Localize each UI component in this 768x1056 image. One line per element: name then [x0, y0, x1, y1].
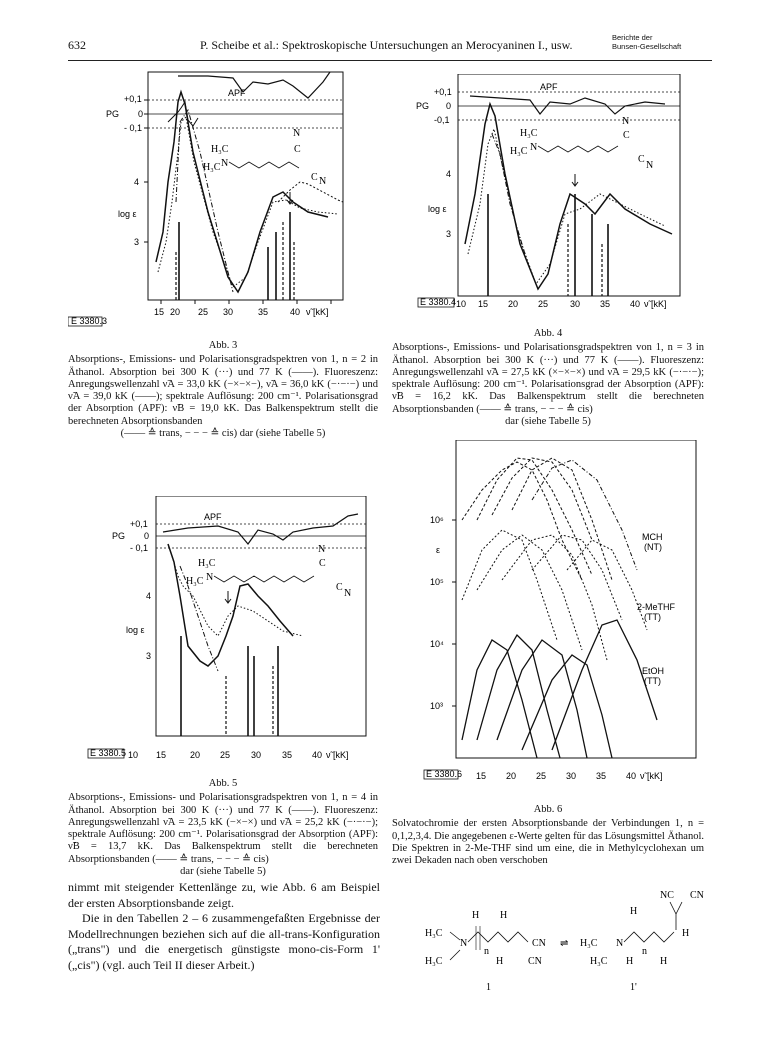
svg-text:3: 3 [446, 229, 452, 239]
svg-text:C: C [311, 172, 318, 183]
svg-text:3: 3 [146, 651, 152, 661]
svg-text:CN: CN [528, 956, 542, 967]
svg-text:H: H [500, 910, 508, 921]
svg-text:40: 40 [312, 750, 323, 760]
svg-text:20: 20 [506, 771, 517, 781]
fig5-structure [186, 544, 351, 599]
svg-text:15: 15 [154, 307, 165, 317]
svg-text:C: C [336, 582, 343, 593]
compound-1prime-label: 1' [630, 982, 637, 993]
svg-text:PG: PG [106, 109, 120, 119]
svg-text:H: H [496, 956, 504, 967]
svg-text:30: 30 [251, 750, 262, 760]
svg-text:CN: CN [532, 938, 546, 949]
fig4-caption: Abb. 4 Absorptions-, Emissions- und Polarisationsgradspektren von 1, n = 3 in Äthanol. Absorption bei 300 K (···) und 77 K (——). Fluoreszenz: Anregungswellenzahl ν̃A = 27,5 kK (×−×−×) und ν̃A = 29,5 kK (−·−·−); spektrale Auflösung: 200 cm⁻¹. Polarisationsgrad der Absorption (APF): ν̃B = 16,2 kK. Das Balkenspektrum stellt die berechneten Absorptionsbanden (—— ≙ trans, − − − ≙ cis) dar (siehe Tabelle 5) [392, 328, 704, 428]
svg-text:H: H [630, 906, 638, 917]
svg-text:4: 4 [134, 177, 140, 187]
svg-text:H₃C: H₃C [520, 128, 538, 139]
svg-text:N: N [319, 176, 327, 187]
svg-text:-0,1: -0,1 [434, 115, 450, 125]
svg-text:30: 30 [570, 299, 581, 309]
page-number: 632 [68, 38, 86, 52]
fig3-structure [203, 128, 326, 187]
svg-text:30: 30 [223, 307, 234, 317]
svg-text:10³: 10³ [430, 701, 444, 711]
svg-text:N: N [344, 588, 352, 599]
figure-6 [422, 440, 704, 790]
svg-text:25: 25 [198, 307, 209, 317]
svg-text:N: N [622, 116, 630, 127]
fig3-label: Abb. 3 [208, 340, 238, 351]
svg-text:15: 15 [156, 750, 167, 760]
svg-text:H₃C: H₃C [211, 144, 229, 155]
svg-text:20: 20 [170, 307, 181, 317]
svg-text:4: 4 [446, 169, 452, 179]
svg-text:H₃C: H₃C [198, 558, 216, 569]
svg-text:H: H [682, 928, 690, 939]
svg-text:log ε: log ε [428, 204, 447, 214]
figure-3 [68, 62, 368, 332]
svg-text:N: N [616, 938, 624, 949]
svg-text:25: 25 [538, 299, 549, 309]
svg-text:0: 0 [144, 531, 150, 541]
svg-text:+0,1: +0,1 [434, 87, 452, 97]
svg-text:n: n [642, 946, 647, 957]
svg-text:40: 40 [290, 307, 301, 317]
molecule-structures [420, 880, 720, 1000]
svg-text:N: N [221, 158, 229, 169]
svg-text:CN: CN [690, 890, 704, 901]
svg-text:H₃C: H₃C [186, 576, 204, 587]
svg-text:PG: PG [112, 531, 126, 541]
svg-text:H₃C: H₃C [580, 938, 598, 949]
fig6-label: Abb. 6 [533, 804, 563, 815]
fig6-caption: Abb. 6 Solvatochromie der ersten Absorptionsbande der Verbindungen 1, n = 0,1,2,3,4. Die angegebenen ε-Werte gelten für das Lösungsmittel Äthanol. Die Spektren in 2-Me-THF sind um eine, die in Methylcyclohexan um zwei Dekaden nach oben verschoben [392, 804, 704, 867]
svg-text:C: C [638, 154, 645, 165]
running-title: P. Scheibe et al.: Spektroskopische Untersuchungen an Merocyaninen I., usw. [200, 38, 573, 52]
svg-text:⇌: ⇌ [560, 938, 569, 949]
figure-4 [410, 74, 710, 319]
body-text [68, 880, 380, 974]
svg-text:C: C [319, 558, 326, 569]
fig3-ylabel: log ε [118, 209, 137, 219]
fig3-code: E 3380.3 [71, 316, 108, 326]
svg-text:H: H [626, 956, 634, 967]
svg-text:2-MeTHF: 2-MeTHF [637, 602, 675, 612]
svg-text:0: 0 [138, 109, 144, 119]
fig4-label: Abb. 4 [533, 328, 563, 339]
svg-text:+0,1: +0,1 [130, 519, 148, 529]
svg-text:+0,1: +0,1 [124, 94, 142, 104]
svg-text:N: N [646, 160, 654, 171]
svg-text:35: 35 [596, 771, 607, 781]
svg-text:H₃C: H₃C [590, 956, 608, 967]
svg-text:H₃C: H₃C [425, 928, 443, 939]
svg-text:(TT): (TT) [644, 676, 661, 686]
svg-text:E 3380.6: E 3380.6 [426, 769, 463, 779]
svg-text:20: 20 [508, 299, 519, 309]
figure-5 [68, 496, 378, 766]
fig5-caption: Abb. 5 Absorptions-, Emissions- und Polarisationsgradspektren von 1, n = 4 in Äthanol. Absorption bei 300 K (···) und 77 K (——). Fluoreszenz: Anregungswellenzahl ν̃A = 23,5 kK (−×−×) und ν̃A = 25,2 kK (−·−·−); spektrale Auflösung: 200 cm⁻¹. Polarisationsgrad der Absorption (APF): ν̃B = 13,7 kK. Das Balkenspektrum stellt die berechneten Absorptionsbanden (—— ≙ trans, − − − ≙ cis) dar (siehe Tabelle 5) [68, 778, 378, 878]
svg-text:H: H [472, 910, 480, 921]
svg-text:30: 30 [566, 771, 577, 781]
svg-text:MCH: MCH [642, 532, 663, 542]
svg-text:10: 10 [456, 299, 467, 309]
body-paragraph-1: nimmt mit steigender Kettenlänge zu, wie Abb. 6 am Beispiel der ersten Absorptionsbande zeigt. [68, 880, 380, 910]
svg-text:10: 10 [128, 750, 139, 760]
svg-text:EtOH: EtOH [642, 666, 665, 676]
svg-text:35: 35 [600, 299, 611, 309]
svg-text:H: H [660, 956, 668, 967]
svg-text:25: 25 [220, 750, 231, 760]
svg-text:- 0,1: - 0,1 [130, 543, 149, 553]
svg-text:N: N [318, 544, 326, 555]
svg-text:E 3380.4: E 3380.4 [420, 297, 457, 307]
svg-text:APF: APF [540, 82, 558, 92]
svg-text:ν̃ [kK]: ν̃ [kK] [644, 299, 667, 309]
svg-text:10⁴: 10⁴ [430, 639, 444, 649]
svg-text:N: N [530, 142, 538, 153]
svg-text:10⁵: 10⁵ [430, 577, 444, 587]
svg-text:APF: APF [204, 512, 222, 522]
fig4-structure [510, 116, 653, 171]
journal-name: Berichte der Bunsen-Gesellschaft [612, 33, 682, 51]
body-paragraph-2: Die in den Tabellen 2 – 6 zusammengefaßten Ergebnisse der Modellrechnungen beziehen sich auf die all-trans-Konfiguration („trans") und die energetisch günstigste mono-cis-Form 1' („cis") (vgl. auch Teil II dieser Arbeit.) [68, 911, 380, 972]
svg-text:3: 3 [134, 237, 140, 247]
svg-text:4: 4 [146, 591, 152, 601]
svg-text:H₃C: H₃C [203, 162, 221, 173]
fig3-caption: Abb. 3 Absorptions-, Emissions- und Polarisationsgradspektren von 1, n = 2 in Äthanol. Absorption bei 300 K (···) und 77 K (——). Fluoreszenz: Anregungswellenzahl ν̃A = 33,0 kK (−×−×−), ν̃A = 36,0 kK (−·−·−) und ν̃A = 39,0 kK (——); spektrale Auflösung: 200 cm⁻¹. Polarisationsgrad der Absorption (APF): ν̃B = 19,0 kK. Das Balkenspektrum stellt die berechneten Absorptionsbanden (—— ≙ trans, − − − ≙ cis) dar (siehe Tabelle 5) [68, 340, 378, 440]
svg-text:15: 15 [476, 771, 487, 781]
svg-text:N: N [460, 938, 468, 949]
compound-1-label: 1 [486, 982, 491, 993]
svg-text:10⁶: 10⁶ [430, 515, 444, 525]
svg-text:ν̃ [kK]: ν̃ [kK] [326, 750, 349, 760]
svg-text:H₃C: H₃C [510, 146, 528, 157]
svg-text:(NT): (NT) [644, 542, 662, 552]
svg-text:(TT): (TT) [644, 612, 661, 622]
fig3-apf-label: APF [228, 88, 246, 98]
svg-text:ν̃ [kK]: ν̃ [kK] [306, 307, 329, 317]
svg-text:N: N [206, 572, 214, 583]
svg-text:20: 20 [190, 750, 201, 760]
fig5-label: Abb. 5 [208, 778, 238, 789]
svg-text:35: 35 [258, 307, 269, 317]
svg-text:E 3380.5: E 3380.5 [90, 748, 127, 758]
svg-text:NC: NC [660, 890, 674, 901]
svg-text:35: 35 [282, 750, 293, 760]
svg-text:n: n [484, 946, 489, 957]
svg-text:C: C [623, 130, 630, 141]
header-rule [68, 60, 712, 61]
svg-text:0: 0 [446, 101, 452, 111]
svg-text:- 0,1: - 0,1 [124, 123, 143, 133]
fig6-ylabel: ε [436, 545, 441, 555]
svg-text:15: 15 [478, 299, 489, 309]
svg-text:25: 25 [536, 771, 547, 781]
svg-text:N: N [293, 128, 301, 139]
svg-text:ν̃ [kK]: ν̃ [kK] [640, 771, 663, 781]
svg-text:H₃C: H₃C [425, 956, 443, 967]
svg-text:C: C [294, 144, 301, 155]
svg-text:40: 40 [626, 771, 637, 781]
svg-text:PG: PG [416, 101, 430, 111]
svg-text:40: 40 [630, 299, 641, 309]
svg-text:log ε: log ε [126, 625, 145, 635]
